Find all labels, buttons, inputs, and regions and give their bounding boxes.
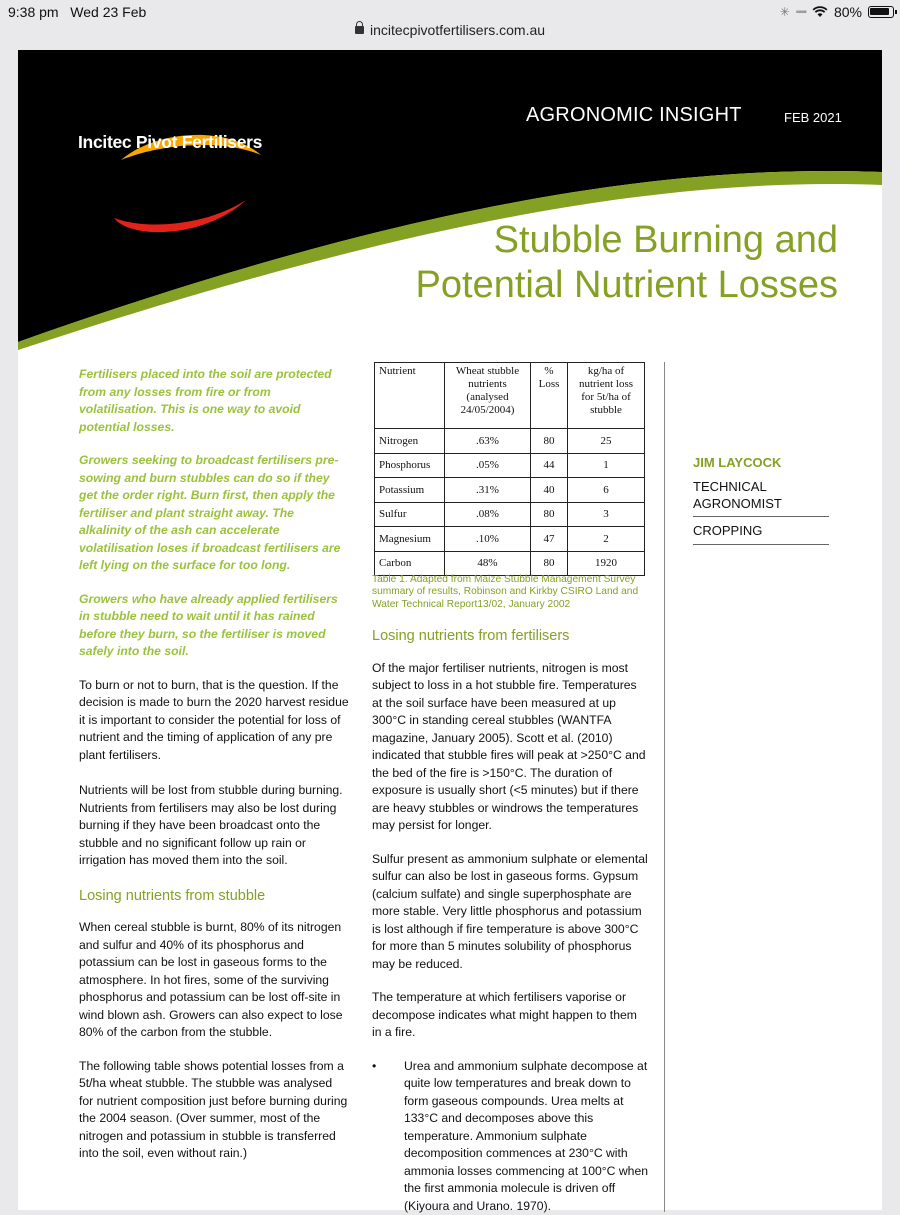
table-cell: .08% <box>445 502 531 527</box>
bullet-item <box>372 1058 648 1215</box>
table-cell: .10% <box>445 527 531 552</box>
body-paragraph: To burn or not to burn, that is the question. If the decision is made to burn the 2020 harvest residue it is important to consider the potential for loss of nutrient and the timing of application of any pre plant fertilisers. <box>79 677 349 765</box>
status-time: 9:38 pm Wed 23 Feb <box>8 4 146 20</box>
table-row <box>375 453 645 478</box>
table-cell: .63% <box>445 429 531 454</box>
table-caption: Table 1. Adapted from Maize Stubble Management Survey summary of results, Robinson and Kirkby CSIRO Land and Water Technical Report13/02, January 2002 <box>372 574 652 611</box>
body-paragraph: The temperature at which fertilisers vaporise or decompose indicates what might happen to them in a fire. <box>372 989 648 1042</box>
table-cell: 48% <box>445 551 531 576</box>
table-cell: Magnesium <box>375 527 445 552</box>
section-heading: Losing nutrients from stubble <box>79 888 349 906</box>
intro-paragraph: Growers seeking to broadcast fertilisers pre-sowing and burn stubbles can do so if they get the order right. Burn first, then apply the fertiliser and plant straight away. The alkalinity of the ash can accelerate volatilisation loses if broadcast fertilisers are left lying on the surface for too long. <box>79 452 349 575</box>
author-name: JIM LAYCOCK <box>693 455 829 470</box>
table-row <box>375 527 645 552</box>
body-paragraph: Sulfur present as ammonium sulphate or elemental sulfur can also be lost in gaseous forms. Gypsum (calcium sulfate) and single superphosphate are more stable. Very little phosphorus and potassium is lost although if fire temperature is above 300°C for more than 5 minutes solubility of phosphorus may be reduced. <box>372 851 648 974</box>
table-cell: Potassium <box>375 478 445 503</box>
author-block <box>693 455 829 545</box>
table-header: % Loss <box>531 363 568 429</box>
author-department: CROPPING <box>693 517 829 545</box>
table-cell: 25 <box>568 429 645 454</box>
table-cell: 80 <box>531 502 568 527</box>
intro-paragraph: Fertilisers placed into the soil are protected from any losses from fire or from volatilisation. This is one way to avoid potential losses. <box>79 366 349 436</box>
middle-column <box>372 628 648 1215</box>
body-paragraph: Nutrients will be lost from stubble during burning. Nutrients from fertilisers may also be lost during burning if they have been broadcast onto the stubble and no significant follow up rain or irrigation has moved them into the soil. <box>79 782 349 870</box>
table-cell: Phosphorus <box>375 453 445 478</box>
table-cell: 2 <box>568 527 645 552</box>
body-paragraph: When cereal stubble is burnt, 80% of its nitrogen and sulfur and 40% of its phosphorus and potassium can be lost in gaseous forms to the atmosphere. In hot fires, some of the surviving phosphorus and potassium can be lost off-site in wind blown ash. Growers can also expect to lose 80% of the carbon from the stubble. <box>79 919 349 1042</box>
table-cell: Nitrogen <box>375 429 445 454</box>
table-cell: 6 <box>568 478 645 503</box>
intro-summary <box>79 366 349 661</box>
table-header: kg/ha of nutrient loss for 5t/ha of stubble <box>568 363 645 429</box>
table-row <box>375 429 645 454</box>
page-title: Stubble Burning and Potential Nutrient Losses <box>416 218 838 308</box>
table-cell: Sulfur <box>375 502 445 527</box>
bullet-text: Urea and ammonium sulphate decompose at quite low temperatures and break down to form gaseous compounds. Urea melts at 133°C and decomposes above this temperature. Ammonium sulphate decomposition commences at 230°C with ammonia losses commencing at 100°C when the first ammonia molecule is driven off (Kiyoura and Urano. 1970). <box>404 1058 648 1215</box>
table-cell: 1 <box>568 453 645 478</box>
table-row <box>375 478 645 503</box>
table-cell: 47 <box>531 527 568 552</box>
series-title: AGRONOMIC INSIGHT <box>526 104 742 127</box>
table-cell: Carbon <box>375 551 445 576</box>
table-cell: 80 <box>531 551 568 576</box>
logo-text: Incitec Pivot Fertilisers <box>78 132 262 153</box>
wifi-icon <box>812 6 828 18</box>
table-cell: 40 <box>531 478 568 503</box>
bullet-dot-icon: • <box>372 1058 404 1215</box>
table-cell: 80 <box>531 429 568 454</box>
author-role: TECHNICAL AGRONOMIST <box>693 478 829 517</box>
table-header: Nutrient <box>375 363 445 429</box>
loading-icon: ✳ <box>780 5 790 19</box>
nutrient-loss-table <box>374 362 645 576</box>
signal-icon: ▪▪▪▪ <box>796 7 806 18</box>
body-text <box>79 677 349 1163</box>
intro-paragraph: Growers who have already applied fertilisers in stubble need to wait until it has rained before they burn, so the fertiliser is moved safely into the soil. <box>79 591 349 661</box>
table-cell: 3 <box>568 502 645 527</box>
lock-icon <box>355 26 364 34</box>
body-paragraph: Of the major fertiliser nutrients, nitrogen is most subject to loss in a hot stubble fire. Temperatures at the soil surface have been measured at up 300°C in standing cereal stubbles (WANTFA magazine, January 2005). Scott et al. (2010) indicated that stubble fires will peak at >250°C and the bed of the fire is >150°C. The duration of exposure is usually short (<5 minutes) but if there are heavy stubbles or windrows the temperatures may persist for longer. <box>372 660 648 835</box>
table-header: Wheat stubble nutrients (analysed 24/05/2004) <box>445 363 531 429</box>
battery-percent: 80% <box>834 4 862 20</box>
battery-icon <box>868 6 894 18</box>
column-divider <box>664 362 665 1212</box>
status-right <box>780 4 894 20</box>
table-row <box>375 551 645 576</box>
url-text: incitecpivotfertilisers.com.au <box>370 22 545 38</box>
table-cell: 1920 <box>568 551 645 576</box>
table-header-row <box>375 363 645 429</box>
left-column <box>79 366 349 1179</box>
document-page <box>18 50 882 1210</box>
table-cell: .05% <box>445 453 531 478</box>
table-cell: .31% <box>445 478 531 503</box>
issue-date: FEB 2021 <box>784 110 842 125</box>
table-cell: 44 <box>531 453 568 478</box>
section-heading: Losing nutrients from fertilisers <box>372 628 648 646</box>
url-bar[interactable] <box>0 22 900 44</box>
table-row <box>375 502 645 527</box>
body-paragraph: The following table shows potential losses from a 5t/ha wheat stubble. The stubble was analysed for nutrient composition just before burning during the 2004 season. (Over summer, most of the nitrogen and potassium in stubble is transferred into the soil, even without rain.) <box>79 1058 349 1163</box>
status-bar <box>0 0 900 24</box>
